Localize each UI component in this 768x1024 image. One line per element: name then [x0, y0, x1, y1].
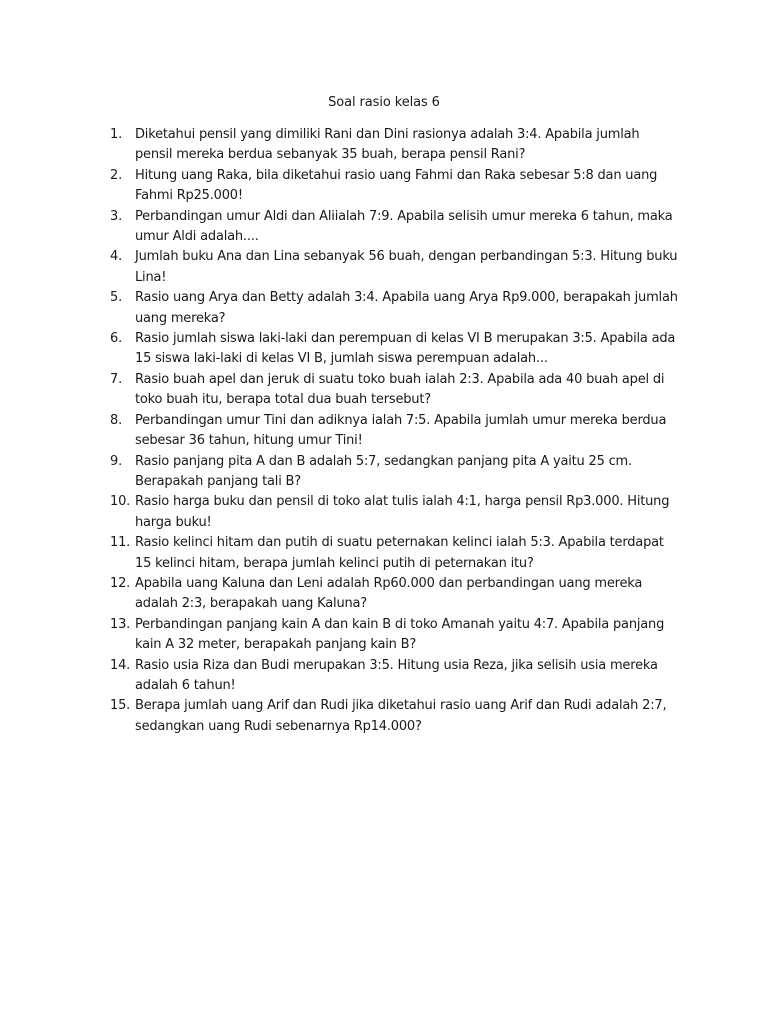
question-text: Berapa jumlah uang Arif dan Rudi jika diketahui rasio uang Arif dan Rudi adalah 2:7, sedangkan uang Rudi sebenarnya Rp14.000? [135, 698, 667, 734]
question-text: Rasio jumlah siswa laki-laki dan perempuan di kelas VI B merupakan 3:5. Apabila ada 15 siswa laki-laki di kelas VI B, jumlah siswa perempuan adalah... [135, 331, 676, 367]
question-text: Rasio kelinci hitam dan putih di suatu peternakan kelinci ialah 5:3. Apabila terdapat 15 kelinci hitam, berapa jumlah kelinci putih di peternakan itu? [135, 535, 664, 571]
question-text: Rasio uang Arya dan Betty adalah 3:4. Apabila uang Arya Rp9.000, berapakah jumlah uang mereka? [135, 290, 678, 326]
question-item-8 [110, 411, 680, 452]
question-number: 6. [110, 331, 123, 347]
question-number: 4. [110, 249, 123, 265]
question-number: 3. [110, 208, 123, 224]
question-item-15 [110, 696, 680, 737]
question-item-4 [110, 247, 680, 288]
question-number: 2. [110, 167, 123, 183]
question-text: Rasio buah apel dan jeruk di suatu toko buah ialah 2:3. Apabila ada 40 buah apel di toko buah itu, berapa total dua buah tersebut? [135, 371, 665, 408]
question-item-2 [110, 166, 680, 207]
question-text: Diketahui pensil yang dimiliki Rani dan Dini rasionya adalah 3:4. Apabila jumlah pensil mereka berdua sebanyak 35 buah, berapa pensil Rani? [135, 127, 640, 163]
question-number: 12. [110, 575, 131, 591]
question-text: Apabila uang Kaluna dan Leni adalah Rp60.000 dan perbandingan uang mereka adalah 2:3, berapakah uang Kaluna? [135, 575, 643, 612]
question-item-12 [110, 574, 680, 615]
question-text: Rasio panjang pita A dan B adalah 5:7, sedangkan panjang pita A yaitu 25 cm. Berapakah panjang tali B? [135, 453, 632, 489]
question-number: 13. [110, 616, 131, 632]
question-item-10 [110, 492, 680, 533]
question-number: 9. [110, 453, 123, 469]
question-number: 10. [110, 494, 131, 510]
question-number: 1. [110, 127, 123, 142]
question-item-5 [110, 288, 680, 329]
question-item-9 [110, 452, 680, 493]
question-item-1 [110, 125, 680, 166]
question-text: Rasio usia Riza dan Budi merupakan 3:5. Hitung usia Reza, jika selisih usia mereka adalah 6 tahun! [135, 657, 658, 693]
question-list [110, 125, 680, 737]
question-number: 11. [110, 535, 131, 551]
question-number: 14. [110, 657, 131, 673]
question-number: 5. [110, 290, 123, 306]
question-number: 7. [110, 371, 123, 387]
question-number: 8. [110, 412, 123, 428]
question-item-11 [110, 533, 680, 574]
question-item-14 [110, 656, 680, 697]
page-title: Soal rasio kelas 6 [328, 95, 440, 110]
question-number: 15. [110, 698, 131, 714]
question-text: Perbandingan panjang kain A dan kain B di toko Amanah yaitu 4:7. Apabila panjang kain A 32 meter, berapakah panjang kain B? [135, 616, 665, 653]
question-item-7 [110, 370, 680, 411]
question-item-6 [110, 329, 680, 370]
question-text: Perbandingan umur Tini dan adiknya ialah 7:5. Apabila jumlah umur mereka berdua sebesar 36 tahun, hitung umur Tini! [135, 412, 667, 449]
question-text: Perbandingan umur Aldi dan Aliialah 7:9. Apabila selisih umur mereka 6 tahun, maka umur Aldi adalah.... [135, 208, 673, 245]
question-text: Jumlah buku Ana dan Lina sebanyak 56 buah, dengan perbandingan 5:3. Hitung buku Lina! [135, 249, 678, 285]
question-text: Hitung uang Raka, bila diketahui rasio uang Fahmi dan Raka sebesar 5:8 dan uang Fahmi Rp25.000! [135, 167, 658, 204]
question-text: Rasio harga buku dan pensil di toko alat tulis ialah 4:1, harga pensil Rp3.000. Hitung harga buku! [135, 494, 670, 530]
question-item-13 [110, 615, 680, 656]
question-item-3 [110, 207, 680, 248]
